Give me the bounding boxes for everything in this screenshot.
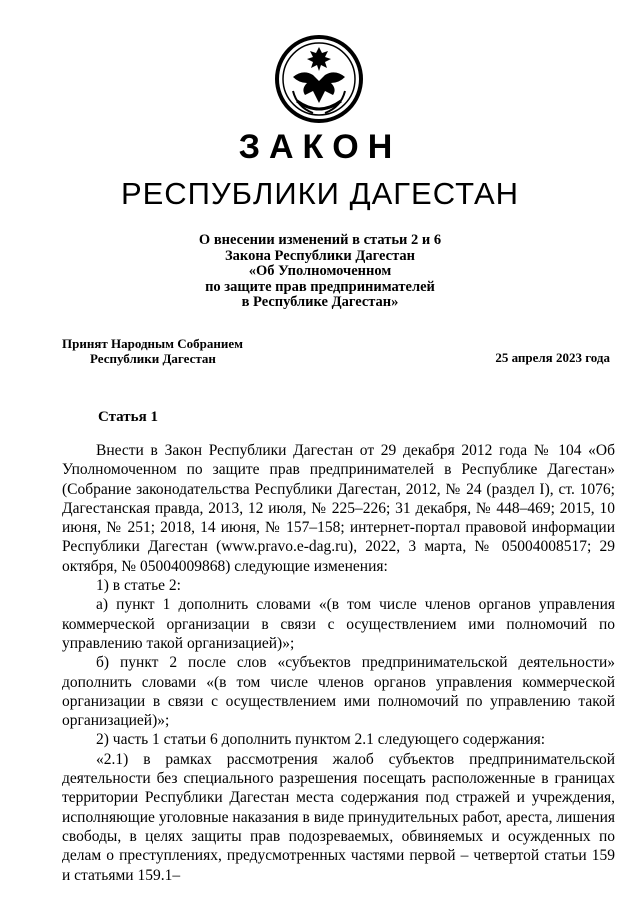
subtitle-line: в Республике Дагестан» [241, 294, 399, 310]
article-paragraph: б) пункт 2 после слов «субъектов предпринимательской деятельности» дополнить словами «(в том числе членов органов управления коммерческой организации в связи с осуществлением ими полномочий по управлению такой организацией)»; [62, 654, 615, 730]
adoption-line: Республики Дагестан [90, 351, 216, 366]
law-subtitle [0, 233, 640, 311]
article-heading: Статья 1 [98, 409, 158, 425]
article-paragraph: 2) часть 1 статьи 6 дополнить пунктом 2.1 следующего содержания: [96, 731, 546, 749]
republic-title: РЕСПУБЛИКИ ДАГЕСТАН [120, 176, 520, 211]
article-paragraph: «2.1) в рамках рассмотрения жалоб субъектов предпринимательской деятельности без специального разрешения посещать расположенные в границах территории Республики Дагестан места содержания под стражей и учреждения, исполняющие уголовные наказания в виде принудительных работ, ареста, лишения свободы, в целях защиты прав подозреваемых, обвиняемых и осужденных по делам о преступлениях, предусмотренных частями первой – четвертой статьи 159 и статьями 159.1– [62, 750, 615, 884]
law-title: ЗАКОН [238, 128, 402, 166]
article-paragraph: а) пункт 1 дополнить словами «(в том числе членов органов управления коммерческой организации в связи с осуществлением ими полномочий по управлению такой организацией)»; [62, 596, 615, 652]
coat-of-arms-emblem [273, 33, 365, 125]
subtitle-line: по защите прав предпринимателей [205, 278, 435, 295]
adoption-date: 25 апреля 2023 года [495, 350, 610, 365]
article-paragraph: 1) в статье 2: [96, 577, 181, 595]
subtitle-line: О внесении изменений в статьи 2 и 6 [198, 232, 442, 248]
subtitle-line: «Об Уполномоченном [248, 263, 392, 279]
article-paragraph: Внести в Закон Республики Дагестан от 29 декабря 2012 года № 104 «Об Уполномоченном по защите прав предпринимателей в Республике Дагестан» (Собрание законодательства Республики Дагестан, 2012, № 24 (раздел I), ст. 1076; Дагестанская правда, 2013, 12 июля, № 225–226; 31 декабря, № 448–469; 2015, 10 июня, № 251; 2018, 14 июня, № 157–158; интернет-портал правовой информации Республики Дагестан (www.pravo.e-dag.ru), 2022, 3 марта, № 05004008517; 29 октября, № 05004009868) следующие изменения: [62, 442, 615, 575]
subtitle-line: Закона Республики Дагестан [225, 247, 415, 264]
adoption-line: Принят Народным Собранием [62, 336, 244, 351]
adoption-block [62, 336, 243, 366]
article-body [62, 441, 615, 885]
